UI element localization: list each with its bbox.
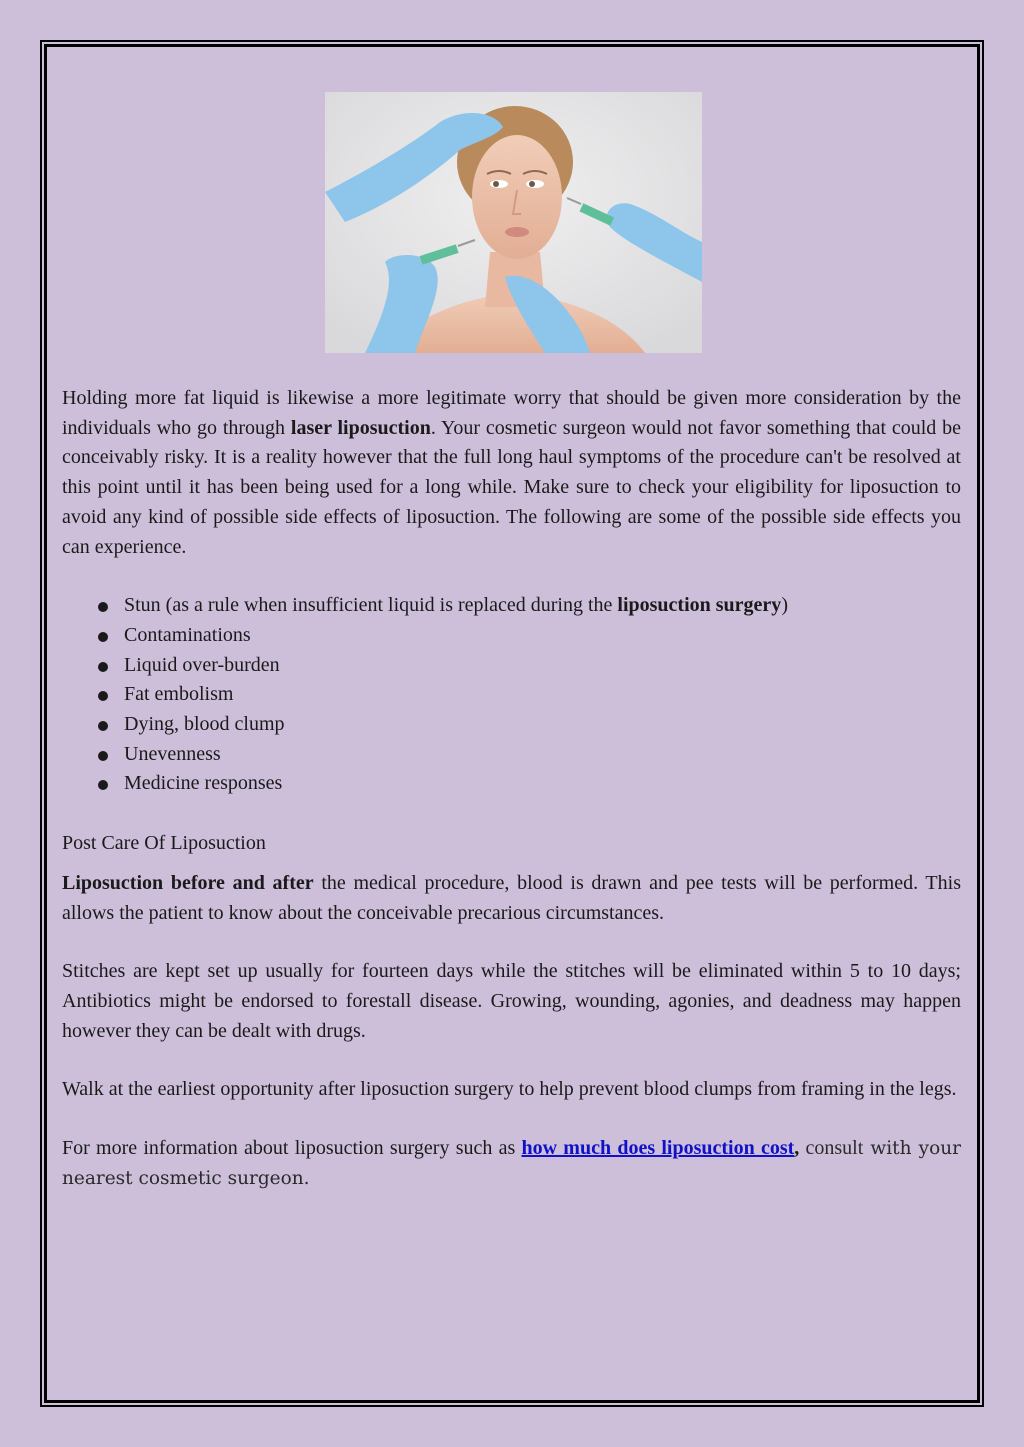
list-item-text: Fat embolism xyxy=(124,683,234,706)
bullet-icon xyxy=(98,602,108,612)
list-item-text: Stun (as a rule when insufficient liquid is replaced during the xyxy=(124,594,618,617)
list-item xyxy=(62,769,961,799)
list-item-text: Unevenness xyxy=(124,742,221,765)
intro-text-a: Holding more fat liquid is likewise a more legitimate worry that should be given more consideration by the individuals who go through xyxy=(62,387,961,439)
list-item xyxy=(62,740,961,770)
article-body xyxy=(62,384,961,1193)
list-item-text-close: ) xyxy=(781,594,788,617)
more-info-text: For more information about liposuction surgery such as xyxy=(62,1137,522,1160)
list-item xyxy=(62,621,961,651)
liposuction-cost-link[interactable]: how much does liposuction cost xyxy=(521,1137,795,1160)
bullet-icon xyxy=(98,721,108,731)
bullet-icon xyxy=(98,691,108,701)
link-comma: , xyxy=(794,1137,800,1160)
list-item xyxy=(62,680,961,710)
list-item xyxy=(62,710,961,740)
bullet-icon xyxy=(98,632,108,642)
walk-paragraph: Walk at the earliest opportunity after liposuction surgery to help prevent blood clumps from framing in the legs. xyxy=(62,1078,957,1101)
more-info-paragraph xyxy=(62,1134,961,1193)
list-item-text: Medicine responses xyxy=(124,772,283,795)
side-effects-list xyxy=(62,591,961,799)
list-item-text: Contaminations xyxy=(124,623,251,646)
bullet-icon xyxy=(98,780,108,790)
list-item xyxy=(62,651,961,681)
stitches-paragraph: Stitches are kept set up usually for fourteen days while the stitches will be eliminated within 5 to 10 days; Antibiotics might be endorsed to forestall disease. Growing, wounding, agonies, and deadness may happen however they can be dealt with drugs. xyxy=(62,960,961,1042)
bullet-icon xyxy=(98,751,108,761)
list-item xyxy=(62,591,961,621)
bullet-icon xyxy=(98,662,108,672)
liposuction-surgery-term: liposuction surgery xyxy=(617,594,782,617)
before-after-paragraph xyxy=(62,869,961,928)
cosmetic-procedure-photo xyxy=(325,92,702,353)
laser-liposuction-term: laser liposuction xyxy=(290,416,431,439)
list-item-text: Liquid over-burden xyxy=(124,653,280,676)
intro-paragraph xyxy=(62,384,961,562)
before-after-text: the medical procedure, blood is drawn and pee tests will be performed. This allows the patient to know about the conceivable precarious circumstances. xyxy=(62,871,961,924)
post-care-heading: Post Care Of Liposuction xyxy=(62,832,266,855)
intro-text-b: . Your cosmetic surgeon would not favor something that could be conceivably risky. It is a reality however that the full long haul symptoms of the procedure can't be resolved at this point until it has been being used for a long while. Make sure to check your eligibility for liposuction to avoid any kind of possible side effects of liposuction. The following are some of the possible side effects you can experience. xyxy=(62,416,962,558)
before-after-term: Liposuction before and after xyxy=(62,871,314,894)
more-info-tail-a: consult xyxy=(799,1137,864,1160)
list-item-text: Dying, blood clump xyxy=(124,713,285,736)
more-info-tail-b: with your nearest cosmetic surgeon. xyxy=(62,1138,961,1189)
